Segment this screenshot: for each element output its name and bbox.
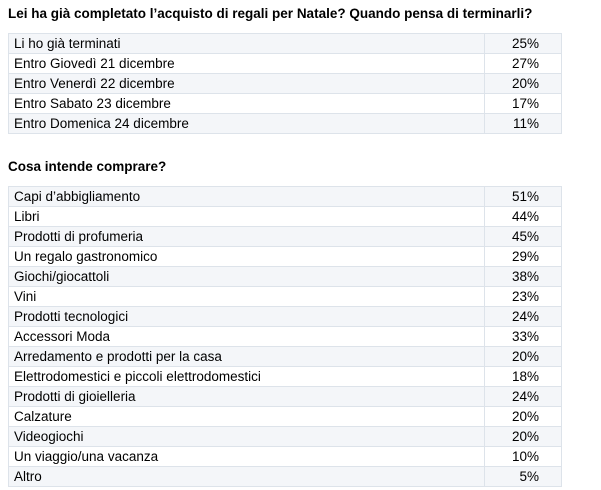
- completion-table-body: [9, 34, 562, 134]
- table-row: [9, 34, 562, 54]
- row-label: Prodotti di gioielleria: [9, 387, 485, 407]
- row-label: Entro Giovedì 21 dicembre: [9, 54, 485, 74]
- row-percentage: 24%: [485, 387, 562, 407]
- table-row: [9, 427, 562, 447]
- row-label: Arredamento e prodotti per la casa: [9, 347, 485, 367]
- row-percentage: 20%: [485, 74, 562, 94]
- row-label: Accessori Moda: [9, 327, 485, 347]
- row-percentage: 24%: [485, 307, 562, 327]
- row-percentage: 20%: [485, 407, 562, 427]
- row-percentage: 20%: [485, 347, 562, 367]
- purchases-table: [8, 186, 562, 487]
- row-label: Elettrodomestici e piccoli elettrodomestici: [9, 367, 485, 387]
- row-label: Un regalo gastronomico: [9, 247, 485, 267]
- row-label: Entro Sabato 23 dicembre: [9, 94, 485, 114]
- table-row: [9, 347, 562, 367]
- completion-table: [8, 33, 562, 134]
- row-percentage: 23%: [485, 287, 562, 307]
- table-row: [9, 327, 562, 347]
- table-row: [9, 267, 562, 287]
- row-percentage: 5%: [485, 467, 562, 487]
- row-percentage: 33%: [485, 327, 562, 347]
- table-row: [9, 247, 562, 267]
- purchases-table-body: [9, 187, 562, 487]
- table-row: [9, 447, 562, 467]
- row-label: Vini: [9, 287, 485, 307]
- row-label: Capi d’abbigliamento: [9, 187, 485, 207]
- row-label: Entro Venerdì 22 dicembre: [9, 74, 485, 94]
- row-label: Libri: [9, 207, 485, 227]
- row-label: Giochi/giocattoli: [9, 267, 485, 287]
- row-label: Li ho già terminati: [9, 34, 485, 54]
- row-percentage: 38%: [485, 267, 562, 287]
- row-label: Videogiochi: [9, 427, 485, 447]
- row-label: Entro Domenica 24 dicembre: [9, 114, 485, 134]
- table-row: [9, 114, 562, 134]
- table-row: [9, 187, 562, 207]
- table-row: [9, 227, 562, 247]
- row-percentage: 11%: [485, 114, 562, 134]
- table-row: [9, 54, 562, 74]
- table-row: [9, 94, 562, 114]
- row-percentage: 18%: [485, 367, 562, 387]
- table-row: [9, 367, 562, 387]
- row-label: Un viaggio/una vacanza: [9, 447, 485, 467]
- section-title-purchases: Cosa intende comprare?: [8, 159, 167, 174]
- table-row: [9, 207, 562, 227]
- row-percentage: 29%: [485, 247, 562, 267]
- row-percentage: 45%: [485, 227, 562, 247]
- table-row: [9, 387, 562, 407]
- row-label: Calzature: [9, 407, 485, 427]
- row-percentage: 51%: [485, 187, 562, 207]
- row-label: Altro: [9, 467, 485, 487]
- row-label: Prodotti di profumeria: [9, 227, 485, 247]
- row-percentage: 10%: [485, 447, 562, 467]
- table-row: [9, 307, 562, 327]
- row-percentage: 27%: [485, 54, 562, 74]
- row-percentage: 17%: [485, 94, 562, 114]
- row-percentage: 25%: [485, 34, 562, 54]
- row-percentage: 44%: [485, 207, 562, 227]
- table-row: [9, 467, 562, 487]
- row-label: Prodotti tecnologici: [9, 307, 485, 327]
- table-row: [9, 287, 562, 307]
- row-percentage: 20%: [485, 427, 562, 447]
- table-row: [9, 407, 562, 427]
- section-title-completion: Lei ha già completato l’acquisto di regali per Natale? Quando pensa di terminarli?: [8, 6, 533, 21]
- table-row: [9, 74, 562, 94]
